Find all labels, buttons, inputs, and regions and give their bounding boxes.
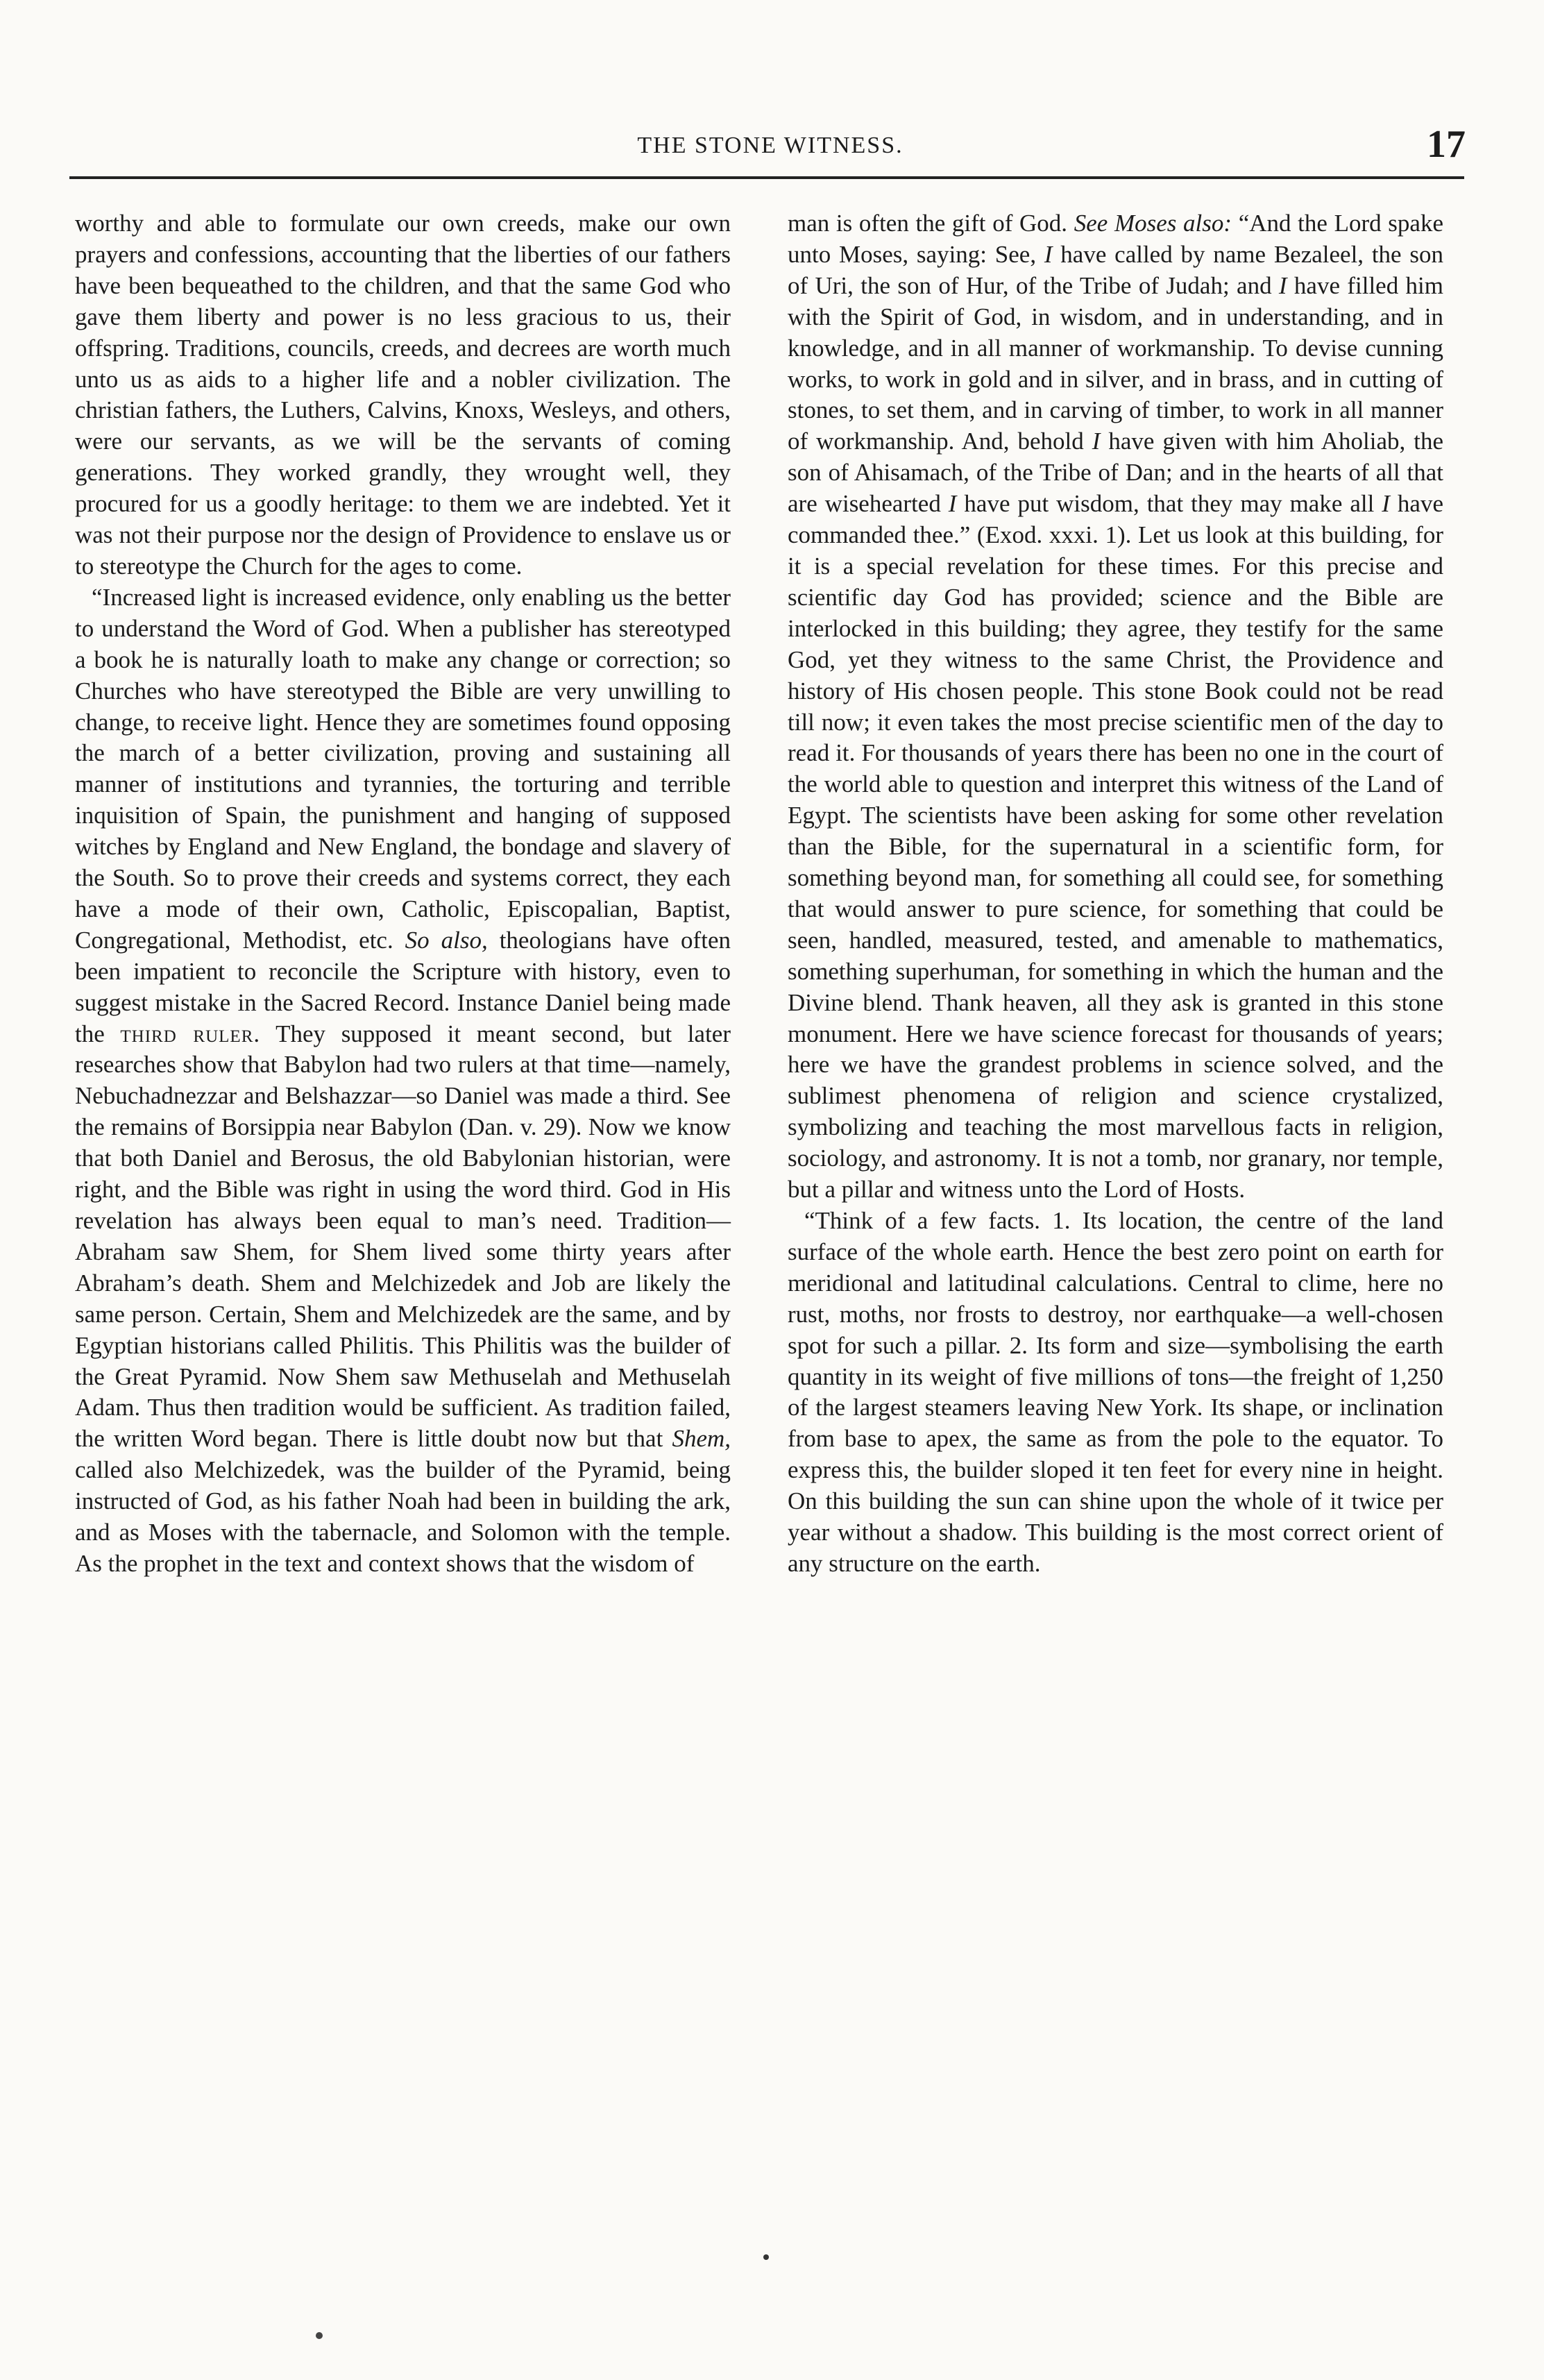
text-run: have filled him with the Spirit of God, in wisdom, and in understanding, and in knowledge, and in all manner of workmanship. To devise cunning works, to work in gold and in silver, and in brass, and in cutting of stones, to set them, and in carving of timber, to work in all manner of workmanship. And, behold — [788, 271, 1443, 455]
left-paragraph-2 — [75, 582, 731, 1580]
text-run: have commanded thee.” (Exod. xxxi. 1). Let us look at this building, for it is a special revelation for these times. For this precise and scientific day God has provided; science and the Bible are interlocked in this building; they agree, they testify for the same God, yet they witness to the same Christ, the Providence and history of His chosen people. This stone Book could not be read till now; it even takes the most precise scientific men of the day to read it. For thousands of years there has been no one in the court of the world able to question and interpret this witness of the Land of Egypt. The scientists have been asking for some other revelation than the Bible, for the supernatural in a scientific form, for something beyond man, for something all could see, for something that would answer to pure science, for something that could be seen, handled, measured, tested, and amenable to mathematics, something superhuman, for something in which the human and the Divine blend. Thank heaven, all they ask is granted in this stone monument. Here we have science forecast for thousands of years; here we have the grandest problems in science solved, and the sublimest phenomena of religion and science crystalized, symbolizing and teaching the most marvellous facts in religion, sociology, and astronomy. It is not a tomb, nor granary, nor temple, but a pillar and witness unto the Lord of Hosts. — [788, 490, 1443, 1204]
italic-run: I — [1092, 428, 1101, 455]
bottom-mark — [316, 2332, 323, 2339]
gutter-dot — [763, 2254, 769, 2260]
text-run: They supposed it meant second, but later researches show that Babylon had two rulers at that time—namely, Nebuchadnezzar and Belshazzar—so Daniel was made a third. See the remains of Borsippia near Babylon (Dan. v. 29). Now we know that both Daniel and Berosus, the old Babylonian historian, were right, and the Bible was right in using the word third. God in His revelation has always been equal to man’s need. Tradition—Abraham saw Shem, for Shem lived some thirty years after Abraham’s death. Shem and Melchizedek and Job are likely the same person. Certain, Shem and Melchizedek are the same, and by Egyptian historians called Philitis. This Philitis was the builder of the Great Pyramid. Now Shem saw Methuselah and Methuselah Adam. Thus then tradition would be sufficient. As tradition failed, the written Word began. There is little doubt now but that — [75, 1020, 731, 1453]
right-paragraph-1 — [788, 208, 1443, 1206]
italic-run: I — [1382, 490, 1390, 518]
left-paragraph-1: worthy and able to formulate our own creeds, make our own prayers and confessions, accounting that the liberties of our fathers have been bequeathed to the children, and that the same God who gave them liberty and power is no less gracious to us, their offspring. Traditions, councils, creeds, and decrees are worth much unto us as aids to a higher life and a nobler civilization. The christian fathers, the Luthers, Calvins, Knoxs, Wesleys, and others, were our servants, as we will be the servants of coming generations. They worked grandly, they wrought well, they procured for us a goodly heritage: to them we are indebted. Yet it was not their purpose nor the design of Providence to enslave us or to stereotype the Church for the ages to come. — [75, 210, 731, 580]
italic-run: See Moses also: — [1074, 210, 1232, 237]
page-number: 17 — [1427, 123, 1466, 166]
italic-run: Shem, — [672, 1425, 731, 1453]
header-rule — [69, 176, 1464, 179]
small-caps-run: third ruler. — [120, 1020, 261, 1047]
running-head — [69, 123, 1471, 166]
text-run: “And the Lord spake unto Moses, saying: See, — [788, 210, 1443, 268]
text-run: have given with him Aholiab, the son of Ahisamach, of the Tribe of Dan; and in the hearts of all that are wisehearted — [788, 428, 1444, 518]
text-run: have called by name Bezaleel, the son of Uri, the son of Hur, of the Tribe of Judah; and — [788, 240, 1443, 299]
text-run: “Increased light is increased evidence, only enabling us the better to understand the Word of God. When a publisher has stereotyped a book he is naturally loath to make any change or correction; so Churches who have stereotyped the Bible are very unwilling to change, to receive light. Hence they are sometimes found opposing the march of a better civilization, proving and sustaining all manner of institutions and tyrannies, the torturing and terrible inquisition of Spain, the punishment and hanging of supposed witches by England and New England, the bondage and slavery of the South. So to prove their creeds and systems correct, they each have a mode of their own, Catholic, Episcopalian, Baptist, Congregational, Methodist, etc. — [75, 583, 731, 954]
left-column — [75, 208, 731, 1580]
italic-run: I — [1044, 240, 1053, 268]
text-run: called also Melchizedek, was the builder of the Pyramid, being instructed of God, as his father Noah had been in building the ark, and as Moses with the tabernacle, and Solomon with the temple. As the prophet in the text and context shows that the wisdom of — [75, 1456, 731, 1577]
running-title: THE STONE WITNESS. — [637, 133, 904, 158]
italic-run: I — [948, 490, 957, 518]
italic-run: I — [1278, 271, 1287, 299]
text-run: theologians have often been impatient to reconcile the Scripture with history, even to suggest mistake in the Sacred Record. Instance Daniel being made the — [75, 926, 731, 1047]
text-run: man is often the gift of God. — [788, 210, 1074, 237]
text-run: have put wisdom, that they may make all — [956, 490, 1382, 518]
right-paragraph-2: “Think of a few facts. 1. Its location, the centre of the land surface of the whole earth. Hence the best zero point on earth for meridional and latitudinal calculations. Central to clime, here no rust, moths, nor frosts to destroy, nor earthquake—a well-chosen spot for such a pillar. 2. Its form and size—symbolising the earth quantity in its weight of five millions of tons—the freight of 1,250 of the largest steamers leaving New York. Its shape, or inclination from base to apex, the same as from the pole to the equator. To express this, the builder sloped it ten feet for every nine in height. On this building the sun can shine upon the whole of it twice per year without a shadow. This building is the most correct orient of any structure on the earth. — [788, 1207, 1443, 1577]
italic-run: So also, — [405, 926, 488, 954]
right-column — [788, 208, 1443, 1580]
